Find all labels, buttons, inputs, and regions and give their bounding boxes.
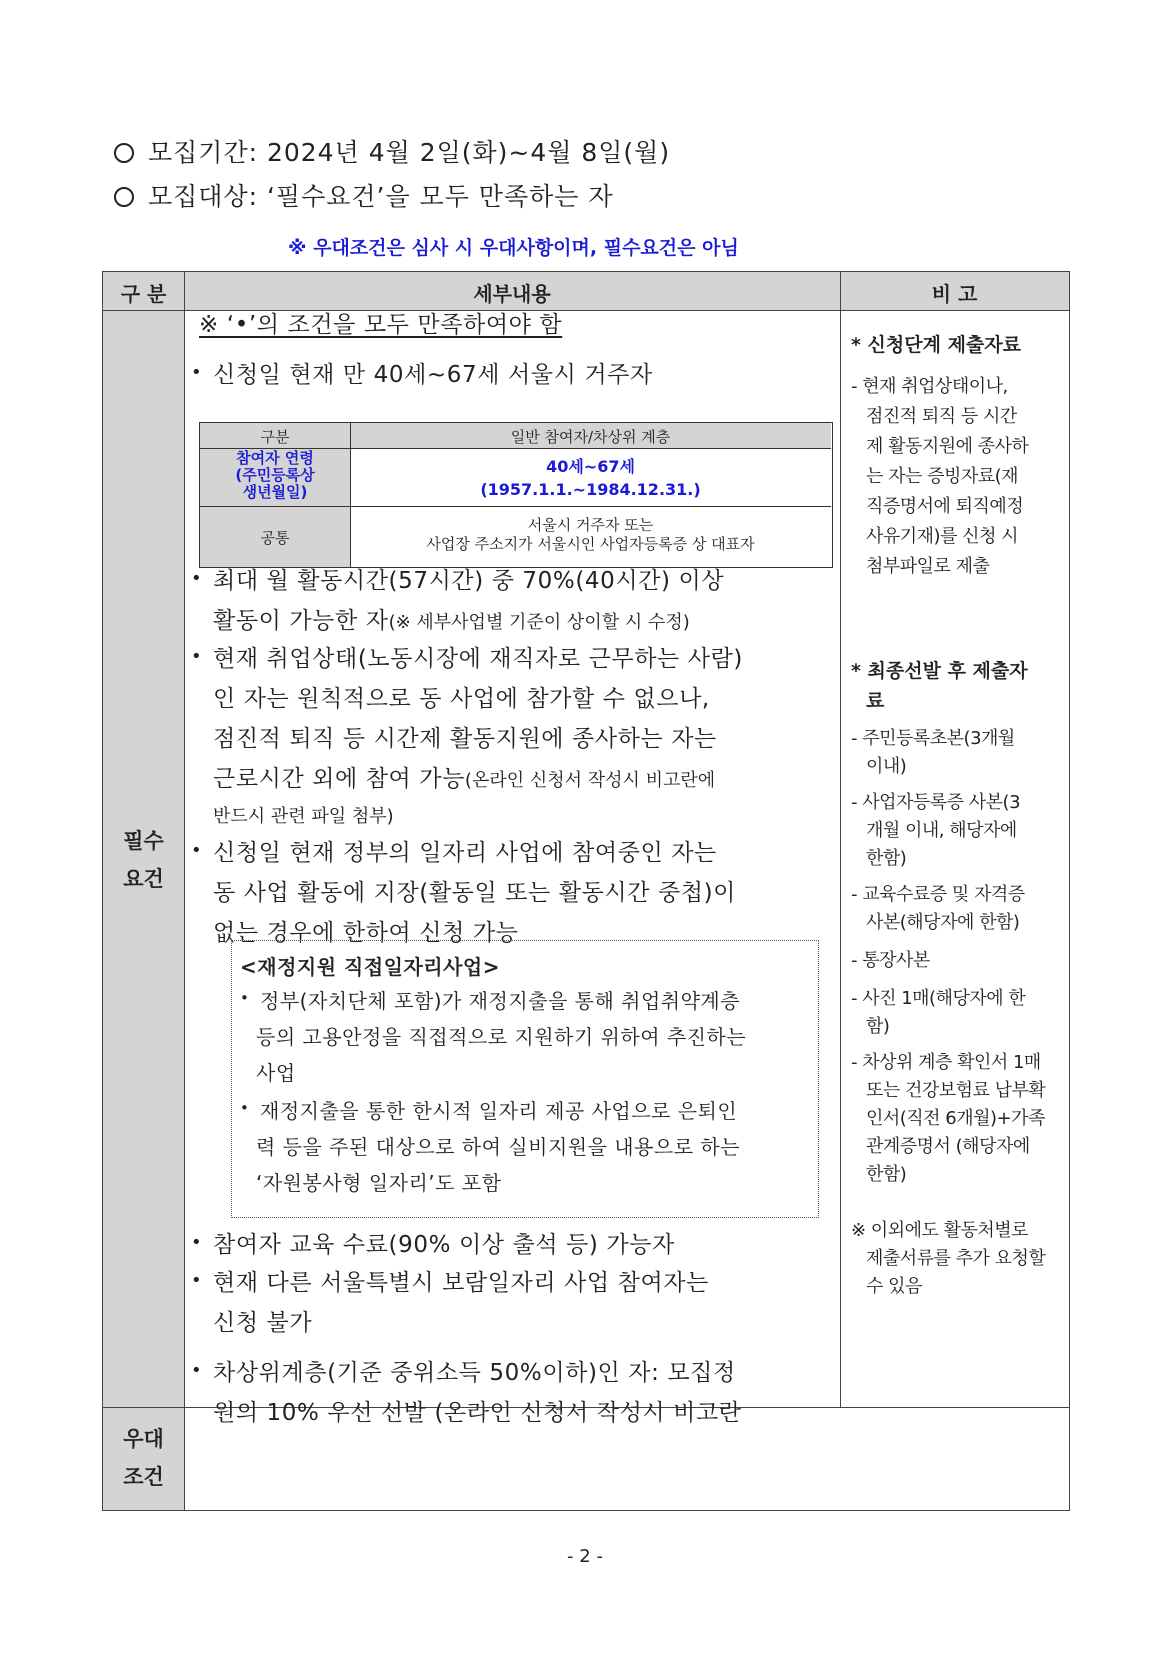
req-gov-job-3: 없는 경우에 한하여 신청 가능 [213, 920, 519, 946]
age-criteria-table [199, 422, 833, 568]
req-employment-4: 근로시간 외에 참여 가능(온라인 신청서 작성시 비고란에 [213, 766, 716, 792]
req-gov-job-2: 동 사업 활동에 지장(활동일 또는 활동시간 중첩)이 [213, 880, 736, 906]
remarks-heading-final: * 최종선발 후 제출자 [851, 660, 1028, 682]
bullet-icon: • [191, 568, 202, 589]
req-other-program-2: 신청 불가 [213, 1310, 313, 1336]
box-title: <재정지원 직접일자리사업> [240, 955, 500, 979]
label-column-bg [103, 310, 184, 1510]
bullet-icon: • [191, 362, 202, 383]
req-other-program-1: 현재 다른 서울특별시 보람일자리 사업 참여자는 [213, 1270, 709, 1296]
col-header-details: 세부내용 [473, 282, 551, 306]
pref-low-income-2: 원의 10% 우선 선발 (온라인 신청서 작성시 비고란 [213, 1400, 742, 1426]
req-education: 참여자 교육 수료(90% 이상 출석 등) 가능자 [213, 1232, 675, 1258]
row-label-preferred: 우대 조건 [123, 1427, 164, 1489]
pref-low-income-1: 차상위계층(기준 중위소득 50%이하)인 자: 모집정 [213, 1360, 736, 1386]
recruit-period: 모집기간: 2024년 4월 2일(화)~4월 8일(월) [114, 133, 670, 169]
req-gov-job-1: 신청일 현재 정부의 일자리 사업에 참여중인 자는 [213, 840, 717, 866]
bullet-icon: • [240, 989, 250, 1007]
page-number: - 2 - [567, 1546, 603, 1567]
bullet-icon: • [191, 646, 202, 667]
circle-icon [114, 187, 134, 207]
req-employment-3: 점진적 퇴직 등 시간제 활동지원에 종사하는 자는 [213, 726, 717, 752]
req-employment-1: 현재 취업상태(노동시장에 재직자로 근무하는 사람) [213, 646, 743, 672]
bullet-icon: • [240, 1099, 250, 1117]
col-header-category: 구 분 [120, 282, 167, 306]
col-header-remarks: 비 고 [931, 282, 978, 306]
remarks-heading-application: * 신청단계 제출자료 [851, 334, 1021, 356]
row-label-required: 필수 요건 [123, 829, 164, 891]
circle-icon [114, 143, 134, 163]
recruit-target: 모집대상: ‘필수요건’을 모두 만족하는 자 [114, 177, 614, 213]
req-age-residence: 신청일 현재 만 40세~67세 서울시 거주자 [213, 362, 653, 388]
req-employment-2: 인 자는 원칙적으로 동 사업에 참가할 수 없으나, [213, 686, 710, 712]
inner-age-label: 참여자 연령 (주민등록상 생년월일) [235, 449, 315, 501]
bullet-icon: • [191, 1360, 202, 1381]
inner-header-group: 일반 참여자/차상위 계층 [510, 428, 671, 446]
bullet-icon: • [191, 1270, 202, 1291]
inner-header-category: 구분 [260, 428, 290, 446]
preference-notice: ※ 우대조건은 심사 시 우대사항이며, 필수요건은 아님 [288, 237, 739, 259]
req-employment-5: 반드시 관련 파일 첨부) [213, 806, 394, 827]
recruitment-table: 구 분 세부내용 비 고 필수 요건 우대 조건 ※ ‘•’의 조건을 모두 만족하여야 함 • 신청일 현재 만 40세~67세 서울시 거주자 구분 일반 참여자/차상위 계층 참여자 연령 (주민등록상 생년월일) 40세~67세 (1957.1.1.~1984.12.31.) 공통 서울시 거주자 또는 사업장 주소지가 서울시인 사업자등록증 상 대표자 • 최대 월 활동시간(57시간) 중 70%(40시간) 이상 활동이 가능한 자(※ 세부사업별 기준이 상이할 시 수정) • 현재 취업상태(노동시장에 재직자로 근무하는 사람) 인 자는 원칙적으로 동 사업에 참가할 수 없으나, 점진적 퇴직 등 시간제 활동지원에 종사하는 자는 근로시간 외에 참여 가능(온라인 신청서 작성시 비고란에 반드시 관련 파일 첨부) • 신청일 현재 정부의 일자리 사업에 참여중인 자는 동 사업 활동에 지장(활동일 또는 활동시간 중첩)이 없는 경우에 한하여 신청 가능 <재정지원 직접일자리사업> • 정부(자치단체 포함)가 재정지출을 통해 취업취약계층 등의 고용안정을 직접적으로 지원하기 위하여 추진하는 사업 • 재정지출을 통한 한시적 일자리 제공 사업으로 은퇴인 력 등을 주된 대상으로 하여 실비지원을 내용으로 하는 ‘자원봉사형 일자리’도 포함 • 참여자 교육 수료(90% 이상 출석 등) 가능자 • 현재 다른 서울특별시 보람일자리 사업 참여자는 신청 불가 • 차상위계층(기준 중위소득 50%이하)인 자: 모집정 원의 10% 우선 선발 (온라인 신청서 작성시 비고란 * 신청단계 제출자료 - 현재 취업상태이나, 점진적 퇴직 등 시간 제 활동지원에 종사하 는 자는 증빙자료(재 직증명서에 퇴직예정 사유기재)를 신청 시 첨부파일로 제출 * 최종선발 후 제출자 료 - 주민등록초본(3개월 이내) - 사업자등록증 사본(3 개월 이내, 해당자에 한함) - 교육수료증 및 자격증 사본(해당자에 한함) - 통장사본 - 사진 1매(해당자에 한 함) - 차상위 계층 확인서 1매 또는 건강보험료 납부확 인서(직전 6개월)+가족 관계증명서 (해당자에 한함) ※ 이외에도 활동처별로 제출서류를 추가 요청할 수 있음 [102, 271, 1070, 1511]
req-activity-hours-1: 최대 월 활동시간(57시간) 중 70%(40시간) 이상 [213, 568, 725, 594]
required-intro: ※ ‘•’의 조건을 모두 만족하여야 함 [199, 312, 563, 338]
inner-age-value: 40세~67세 (1957.1.1.~1984.12.31.) [480, 457, 701, 499]
bullet-icon: • [191, 1232, 202, 1253]
inner-common-label: 공통 [260, 529, 290, 547]
req-activity-hours-2: 활동이 가능한 자(※ 세부사업별 기준이 상이할 시 수정) [213, 608, 690, 634]
direct-job-program-box: <재정지원 직접일자리사업> • 정부(자치단체 포함)가 재정지출을 통해 취업취약계층 등의 고용안정을 직접적으로 지원하기 위하여 추진하는 사업 • 재정지출을 통한 한시적 일자리 제공 사업으로 은퇴인 력 등을 주된 대상으로 하여 실비지원을 내용으로 하는 ‘자원봉사형 일자리’도 포함 [231, 940, 819, 1218]
bullet-icon: • [191, 840, 202, 861]
inner-common-value: 서울시 거주자 또는 사업장 주소지가 서울시인 사업자등록증 상 대표자 [426, 516, 755, 553]
col-divider-2 [840, 272, 841, 1407]
col-divider-1 [184, 272, 185, 1510]
